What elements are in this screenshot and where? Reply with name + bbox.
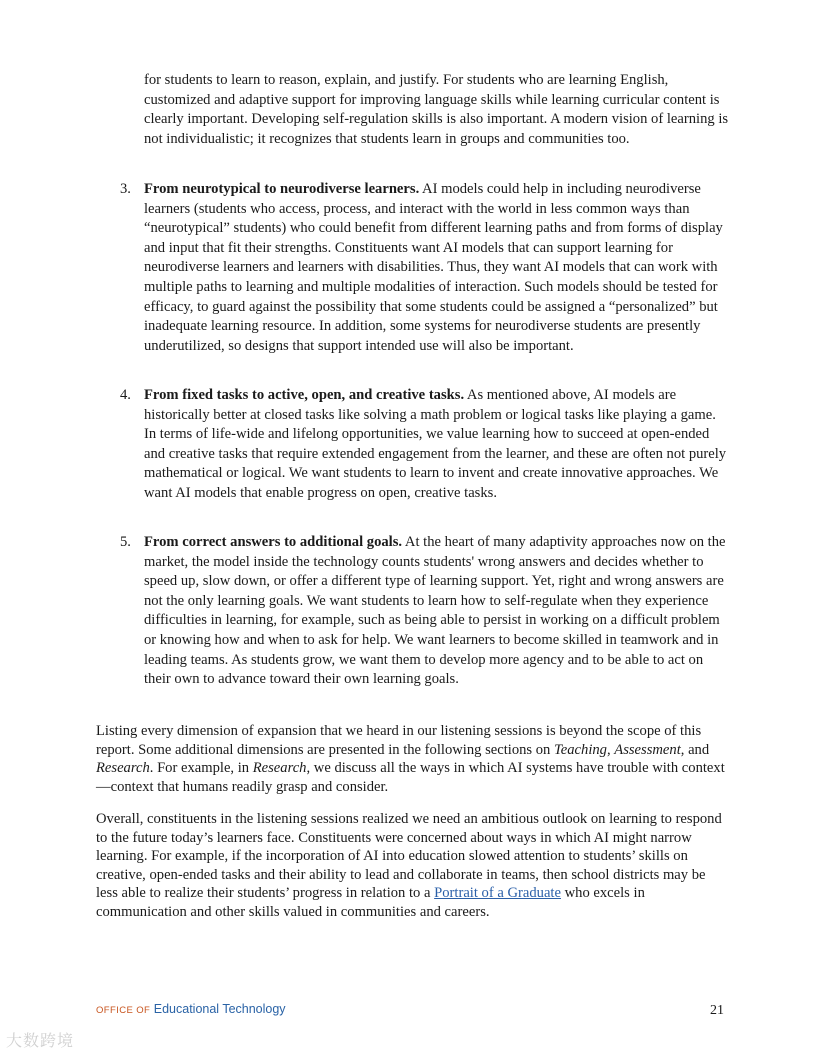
section-ref-research: Research: [252, 760, 307, 777]
intro-paragraph-continuation: for students to learn to reason, explain, and justify. For students who are learning English, customized and adaptive support for improving language skills while learning curricular content is clearly important. Developing self-regulation skills is also important. A modern vision of learning is not individualistic; it recognizes that students learn in groups and communities too.: [144, 72, 729, 147]
list-item-body: At the heart of many adaptivity approaches now on the market, the model inside the technology counts students' wrong answers and decides whether to speed up, slow down, or offer a different type of learning support. Yet, right and wrong answers are not the only learning goals. We want students to learn how to self-regulate when they experience difficulties in learning, for example, such as being able to persist in working on a difficult problem or knowing how and when to ask for help. We want learners to become skilled in teamwork and in leading teams. As students grow, we want them to develop more agency and to be able to act on their own to advance toward their own learning goals.: [144, 534, 726, 688]
office-name: Educational Technology: [153, 1002, 286, 1016]
list-item-body: AI models could help in including neurodiverse learners (students who access, process, and interact with the world in less common ways than “neurotypical” students) who could benefit from different learning paths and from forms of display and input that fit their strengths. Constituents want AI models that can support learning for neurodiverse learners and learners with disabilities. Thus, they want AI models that can work with multiple paths to learning and multiple modalities of interaction. Such models should be tested for efficacy, to guard against the possibility that some students could be assigned a “personalized” but inadequate learning resource. In addition, some systems for neurodiverse students are presently underutilized, so designs that support intended use will also be important.: [144, 181, 723, 354]
list-item-heading: From correct answers to additional goals.: [144, 534, 403, 550]
section-ref-teaching: Teaching: [554, 741, 607, 758]
section-ref-assessment: Assessment: [614, 741, 681, 758]
list-item-heading: From neurotypical to neurodiverse learners.: [144, 181, 420, 197]
list-item-text: [144, 386, 730, 504]
list-item-heading: From fixed tasks to active, open, and creative tasks.: [144, 387, 465, 403]
paragraph-dimensions: Listing every dimension of expansion that we heard in our listening sessions is beyond the scope of this report. Some additional dimensions are presented in the following sections on Teaching, Assessment, and Research. For example, in Research, we discuss all the ways in which AI systems have trouble with context—context that humans readily grasp and consider.: [96, 723, 725, 795]
watermark: 大数跨境: [6, 1031, 75, 1050]
section-ref-research: Research: [96, 760, 150, 777]
portrait-of-a-graduate-link[interactable]: Portrait of a Graduate: [434, 885, 561, 902]
list-item-body: As mentioned above, AI models are historically better at closed tasks like solving a math problem or logical tasks like playing a game. In terms of life-wide and lifelong opportunities, we value learning how to succeed at open-ended and creative tasks that require extended engagement from the learner, and these are often not purely mathematical or logical. We want students to learn to invent and create innovative approaches. We want AI models that enable progress on open, creative tasks.: [144, 387, 727, 501]
list-number: 5.: [120, 534, 131, 550]
list-number: 3.: [120, 181, 131, 197]
paragraph-overall: Overall, constituents in the listening sessions realized we need an ambitious outlook on learning to respond to the future today’s learners face. Constituents were concerned about ways in which AI might narrow learning. For example, if the incorporation of AI into education slowed attention to students’ skills on creative, open-ended tasks and their ability to lead and collaborate in teams, then school districts may be less able to realize their students’ progress in relation to a Portrait of a Graduate who excels in communication and other skills valued in communities and careers.: [96, 811, 722, 920]
footer-office-logo: [96, 1002, 286, 1018]
page-number: 21: [710, 1003, 724, 1018]
list-item-text: [144, 533, 730, 690]
list-number: 4.: [120, 387, 131, 403]
office-prefix: OFFICE OF: [96, 1005, 151, 1016]
list-item-text: [144, 180, 730, 356]
